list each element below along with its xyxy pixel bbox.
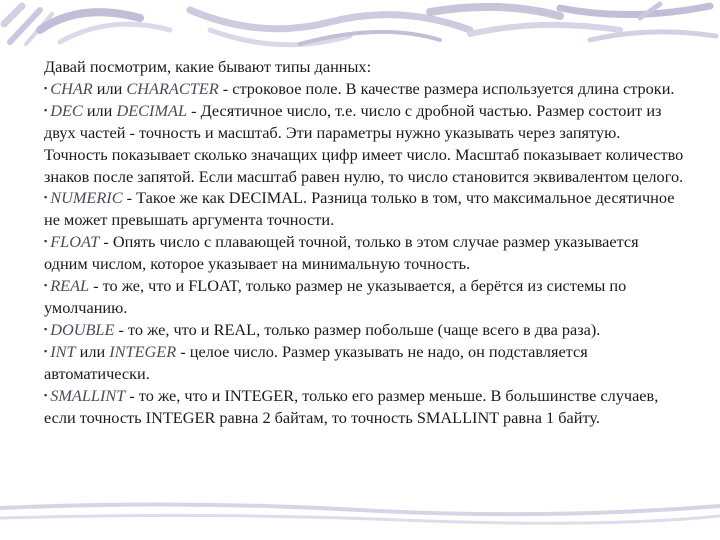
bullet-icon: ▪ [44,280,48,291]
list-item-char [44,78,686,100]
slide-body [44,56,686,428]
description: - Десятичное число, т.е. число с дробной частью. Размер состоит из двух частей - точность и масштаб. Эти параметры нужно указывать через запятую. Точность показывает сколько значащих цифр имеет число. Масштаб показывает количество знаков после запятой. Если масштаб равен нулю, то число становится эквивалентом целого. [44,100,684,186]
list-item-real [44,275,686,319]
keyword: CHAR [50,78,93,98]
bullet-icon: ▪ [44,236,48,247]
separator: или [82,100,117,120]
keyword: SMALLINT [50,385,126,405]
description: - то же, что и REAL, только размер побольше (чаще всего в два раза). [114,319,601,339]
keyword: REAL [50,276,90,296]
description: - Такое же как DECIMAL. Разница только в том, что максимальное десятичное не может превышать аргумента точности. [44,188,675,230]
bullet-icon: ▪ [44,104,48,115]
bullet-icon: ▪ [44,192,48,203]
separator: или [92,78,127,98]
keyword: DECIMAL [116,100,188,120]
keyword: INTEGER [109,341,177,361]
keyword: CHARACTER [126,78,219,98]
list-item-double [44,319,686,341]
list-item-float [44,231,686,275]
keyword: NUMERIC [50,188,123,208]
bullet-icon: ▪ [44,323,48,334]
bullet-icon: ▪ [44,345,48,356]
description: - строковое поле. В качестве размера используется длина строки. [218,78,675,98]
keyword: FLOAT [50,232,100,252]
bullet-icon: ▪ [44,82,48,93]
separator: или [75,341,110,361]
bullet-icon: ▪ [44,389,48,400]
intro-line: Давай посмотрим, какие бывают типы данных: [44,57,372,76]
description: - Опять число с плавающей точной, только в этом случае размер указывается одним числом, которое указывает на минимальную точность. [44,232,639,274]
keyword: DOUBLE [50,319,115,339]
description: - то же, что и FLOAT, только размер не указывается, а берётся из системы по умолчанию. [44,276,627,317]
list-item-numeric [44,187,686,231]
list-item-decimal [44,100,686,188]
keyword: DEC [50,100,83,120]
keyword: INT [50,341,76,361]
description: - целое число. Размер указывать не надо, он подставляется автоматически. [44,341,588,383]
list-item-smallint [44,385,686,429]
description: - то же, что и INTEGER, только его размер меньше. В большинстве случаев, если точность INTEGER равна 2 байтам, то точность SMALLINT равна 1 байту. [44,385,659,427]
list-item-integer [44,341,686,385]
